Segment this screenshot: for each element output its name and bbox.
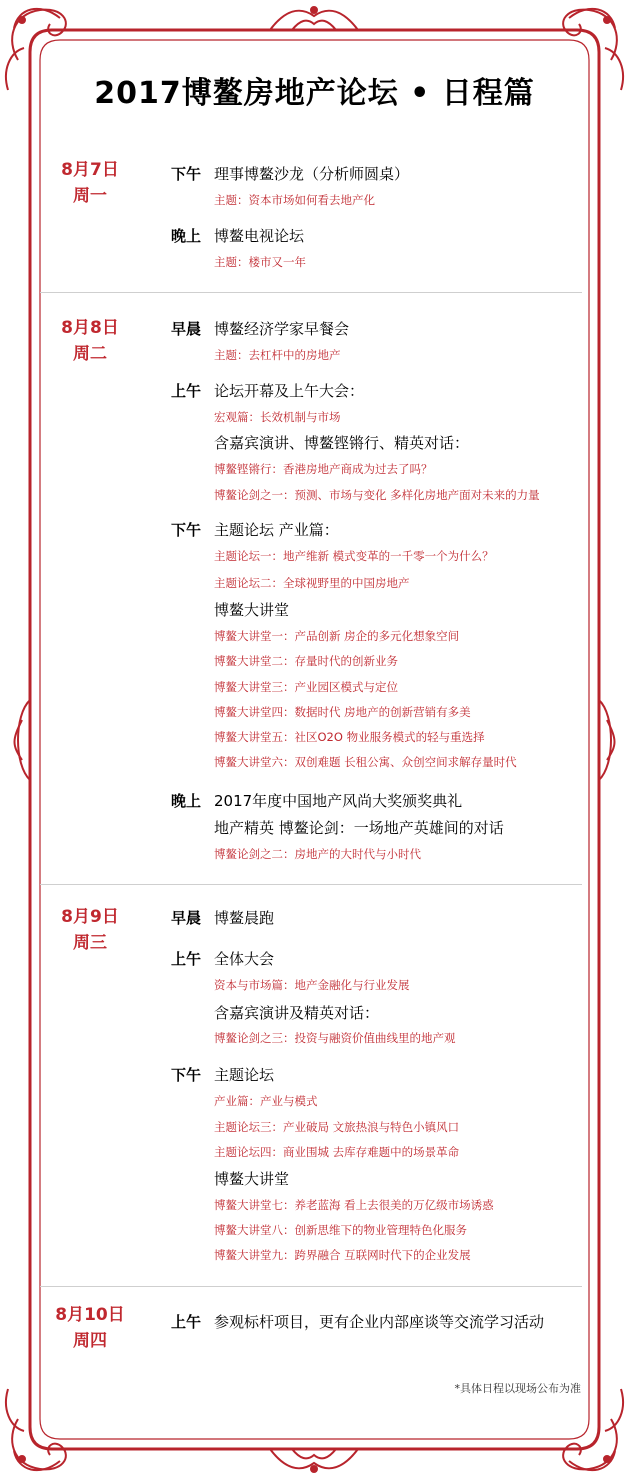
session-title: 2017年度中国地产风尚大奖颁奖典礼 (214, 792, 463, 810)
session-period: 下午 (171, 1066, 202, 1084)
session-period: 早晨 (171, 909, 202, 927)
session-topic: 博鳌大讲堂六：双创难题 长租公寓、众创空间求解存量时代 (214, 755, 517, 769)
session-topic: 主题论坛一：地产维新 模式变革的一千零一个为什么？ (214, 549, 494, 563)
day-date: 8月8日 (61, 318, 119, 338)
session-topic: 资本与市场篇：地产金融化与行业发展 (214, 978, 410, 992)
top-crest-ornament (270, 7, 358, 30)
day-date-block (40, 904, 140, 956)
session-title: 地产精英 博鳌论剑：一场地产英雄间的对话 (214, 819, 504, 837)
right-side-ornament (599, 700, 615, 780)
day-divider (40, 292, 582, 293)
session-topic: 主题：楼市又一年 (214, 255, 306, 269)
session-topic: 博鳌论剑之二：房地产的大时代与小时代 (214, 847, 421, 861)
day-weekday: 周一 (73, 186, 107, 206)
day-date-block (40, 315, 140, 367)
session-title: 主题论坛 产业篇： (214, 521, 339, 539)
session-period: 上午 (171, 950, 202, 968)
day-date: 8月9日 (61, 907, 119, 927)
left-side-ornament (15, 700, 31, 780)
session-topic: 主题：资本市场如何看去地产化 (214, 193, 375, 207)
session-topic: 博鳌大讲堂四：数据时代 房地产的创新营销有多美 (214, 705, 471, 719)
session-period: 早晨 (171, 320, 202, 338)
session-period: 上午 (171, 1313, 202, 1331)
day-date: 8月10日 (55, 1305, 125, 1325)
day-divider (40, 1286, 582, 1287)
session-title: 主题论坛 (214, 1066, 275, 1084)
session-topic: 博鳌大讲堂七：养老蓝海 看上去很美的万亿级市场诱惑 (214, 1198, 494, 1212)
session-topic: 主题论坛三：产业破局 文旅热浪与特色小镇风口 (214, 1120, 460, 1134)
session-topic: 产业篇：产业与模式 (214, 1094, 318, 1108)
session-topic: 博鳌大讲堂九：跨界融合 互联网时代下的企业发展 (214, 1248, 471, 1262)
day-date-block (40, 1302, 140, 1354)
session-title: 含嘉宾演讲、博鳌铿锵行、精英对话： (214, 434, 470, 452)
day-date: 8月7日 (61, 160, 119, 180)
session-period: 上午 (171, 382, 202, 400)
session-topic: 博鳌铿锵行：香港房地产商成为过去了吗？ (214, 462, 433, 476)
session-topic: 宏观篇：长效机制与市场 (214, 410, 341, 424)
session-topic: 主题：去杠杆中的房地产 (214, 348, 341, 362)
day-date-block (40, 157, 140, 209)
session-topic: 博鳌论剑之三：投资与融资价值曲线里的地产观 (214, 1031, 456, 1045)
bottom-crest-ornament (270, 1449, 358, 1472)
session-title: 博鳌大讲堂 (214, 1170, 290, 1188)
page-title: 2017博鳌房地产论坛 • 日程篇 (94, 76, 535, 111)
session-topic: 博鳌论剑之一：预测、市场与变化 多样化房地产面对未来的力量 (214, 488, 540, 502)
session-title: 博鳌大讲堂 (214, 601, 290, 619)
session-topic: 主题论坛二：全球视野里的中国房地产 (214, 576, 410, 590)
session-title: 博鳌电视论坛 (214, 227, 305, 245)
session-period: 晚上 (171, 227, 202, 245)
session-topic: 博鳌大讲堂五：社区O2O 物业服务模式的轻与重选择 (214, 730, 485, 744)
footnote: *具体日程以现场公布为准 (454, 1382, 581, 1395)
session-title: 博鳌晨跑 (214, 909, 275, 927)
session-topic: 博鳌大讲堂二：存量时代的创新业务 (214, 654, 398, 668)
corner-ornament-bottom-left (6, 1389, 66, 1470)
day-divider (40, 884, 582, 885)
day-weekday: 周四 (73, 1331, 107, 1351)
session-topic: 主题论坛四：商业围城 去库存难题中的场景革命 (214, 1145, 460, 1159)
session-title: 论坛开幕及上午大会： (214, 382, 365, 400)
session-title: 全体大会 (214, 950, 275, 968)
session-title: 参观标杆项目，更有企业内部座谈等交流学习活动 (214, 1313, 545, 1331)
session-period: 下午 (171, 165, 202, 183)
corner-ornament-bottom-right (563, 1389, 623, 1470)
session-topic: 博鳌大讲堂八：创新思维下的物业管理特色化服务 (214, 1223, 467, 1237)
session-period: 晚上 (171, 792, 202, 810)
day-weekday: 周二 (73, 344, 107, 364)
session-period: 下午 (171, 521, 202, 539)
day-weekday: 周三 (73, 933, 107, 953)
session-title: 理事博鳌沙龙（分析师圆桌） (214, 165, 410, 183)
session-topic: 博鳌大讲堂三：产业园区模式与定位 (214, 680, 398, 694)
session-title: 含嘉宾演讲及精英对话： (214, 1004, 380, 1022)
session-title: 博鳌经济学家早餐会 (214, 320, 350, 338)
session-topic: 博鳌大讲堂一：产品创新 房企的多元化想象空间 (214, 629, 460, 643)
